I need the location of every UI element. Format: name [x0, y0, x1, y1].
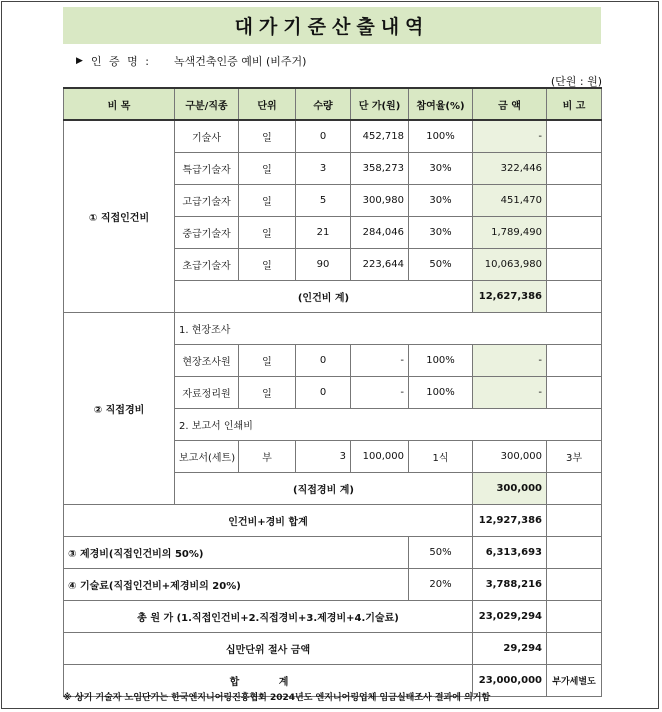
page-title: 대가기준산출내역	[63, 7, 601, 44]
row-note	[547, 536, 602, 568]
truncation-row	[64, 632, 602, 664]
grand-total-amount: 23,000,000	[473, 664, 547, 696]
header-price: 단 가(원)	[351, 88, 409, 120]
triangle-bullet-icon: ▶	[76, 56, 83, 66]
row-qty: 21	[296, 216, 351, 248]
row-price: 300,980	[351, 184, 409, 216]
row-price: -	[351, 344, 409, 376]
row-qty: 0	[296, 376, 351, 408]
row-note	[547, 120, 602, 152]
cert-label: 인 증 명 :	[90, 55, 151, 68]
row-type: 기술사	[175, 120, 239, 152]
overhead-amount: 6,313,693	[473, 536, 547, 568]
row-rate: 100%	[409, 120, 473, 152]
row-type: 특급기술자	[175, 152, 239, 184]
truncation-amount: 29,294	[473, 632, 547, 664]
row-type: 초급기술자	[175, 248, 239, 280]
row-unit: 일	[239, 120, 296, 152]
row-price: 284,046	[351, 216, 409, 248]
expense-section1-row	[64, 312, 602, 344]
row-note	[547, 504, 602, 536]
row-note	[547, 376, 602, 408]
row-unit: 일	[239, 248, 296, 280]
row-type: 보고서(세트)	[175, 440, 239, 472]
grand-total-label: 합 계	[64, 664, 473, 696]
row-note	[547, 632, 602, 664]
row-note	[547, 472, 602, 504]
row-type: 고급기술자	[175, 184, 239, 216]
sum-amount: 12,927,386	[473, 504, 547, 536]
row-unit: 일	[239, 344, 296, 376]
cert-value: 녹색건축인증 예비 (비주거)	[174, 55, 307, 68]
sum-label: 인건비+경비 합계	[64, 504, 473, 536]
row-amount: -	[473, 344, 547, 376]
table-header-row	[64, 88, 602, 120]
header-type: 구분/직종	[175, 88, 239, 120]
row-type: 자료정리원	[175, 376, 239, 408]
header-qty: 수량	[296, 88, 351, 120]
row-price: -	[351, 376, 409, 408]
row-amount: 10,063,980	[473, 248, 547, 280]
row-rate: 1식	[409, 440, 473, 472]
row-qty: 0	[296, 344, 351, 376]
unit-label: (단원 : 원)	[550, 75, 602, 88]
row-rate: 30%	[409, 152, 473, 184]
row-note: 3부	[547, 440, 602, 472]
row-unit: 일	[239, 216, 296, 248]
row-qty: 90	[296, 248, 351, 280]
row-amount: -	[473, 120, 547, 152]
overhead-label: ③ 제경비(직접인건비의 50%)	[64, 536, 409, 568]
row-rate: 50%	[409, 248, 473, 280]
footnote: ※ 상기 기술자 노임단가는 한국엔지니어링진흥협회 2024년도 엔지니어링업체 임금실태조사 결과에 의거함	[63, 693, 491, 703]
row-price: 358,273	[351, 152, 409, 184]
total-cost-row	[64, 600, 602, 632]
cost-table	[63, 87, 602, 697]
expense-subtotal-label: (직접경비 계)	[175, 472, 473, 504]
row-amount: 1,789,490	[473, 216, 547, 248]
expense-section1-label: 1. 현장조사	[175, 312, 602, 344]
row-rate: 100%	[409, 344, 473, 376]
tech-fee-row	[64, 568, 602, 600]
table-row	[64, 120, 602, 152]
row-unit: 일	[239, 376, 296, 408]
row-price: 100,000	[351, 440, 409, 472]
grand-total-note: 부가세별도	[547, 664, 602, 696]
row-qty: 5	[296, 184, 351, 216]
labor-subtotal-amount: 12,627,386	[473, 280, 547, 312]
expense-subtotal-amount: 300,000	[473, 472, 547, 504]
row-qty: 3	[296, 152, 351, 184]
total-cost-amount: 23,029,294	[473, 600, 547, 632]
row-price: 452,718	[351, 120, 409, 152]
row-unit: 부	[239, 440, 296, 472]
row-qty: 0	[296, 120, 351, 152]
row-amount: 300,000	[473, 440, 547, 472]
header-amount: 금 액	[473, 88, 547, 120]
labor-subtotal-label: (인건비 계)	[175, 280, 473, 312]
labor-group-label: ① 직접인건비	[64, 120, 175, 312]
row-note	[547, 184, 602, 216]
row-type: 현장조사원	[175, 344, 239, 376]
total-cost-label: 총 원 가 (1.직접인건비+2.직접경비+3.제경비+4.기술료)	[64, 600, 473, 632]
overhead-rate: 50%	[409, 536, 473, 568]
row-note	[547, 152, 602, 184]
row-type: 중급기술자	[175, 216, 239, 248]
certification-line	[76, 53, 307, 69]
row-amount: -	[473, 376, 547, 408]
row-rate: 30%	[409, 216, 473, 248]
tech-fee-rate: 20%	[409, 568, 473, 600]
row-note	[547, 280, 602, 312]
row-note	[547, 568, 602, 600]
truncation-label: 십만단위 절사 금액	[64, 632, 473, 664]
row-note	[547, 216, 602, 248]
header-rate: 참여율(%)	[409, 88, 473, 120]
tech-fee-label: ④ 기술료(직접인건비+제경비의 20%)	[64, 568, 409, 600]
header-unit: 단위	[239, 88, 296, 120]
row-note	[547, 600, 602, 632]
row-note	[547, 248, 602, 280]
row-note	[547, 344, 602, 376]
expense-section2-label: 2. 보고서 인쇄비	[175, 408, 602, 440]
row-price: 223,644	[351, 248, 409, 280]
row-amount: 451,470	[473, 184, 547, 216]
row-unit: 일	[239, 184, 296, 216]
row-qty: 3	[296, 440, 351, 472]
row-rate: 100%	[409, 376, 473, 408]
sum-row	[64, 504, 602, 536]
header-note: 비 고	[547, 88, 602, 120]
overhead-row	[64, 536, 602, 568]
row-amount: 322,446	[473, 152, 547, 184]
row-rate: 30%	[409, 184, 473, 216]
header-item: 비 목	[64, 88, 175, 120]
expense-group-label: ② 직접경비	[64, 312, 175, 504]
tech-fee-amount: 3,788,216	[473, 568, 547, 600]
row-unit: 일	[239, 152, 296, 184]
